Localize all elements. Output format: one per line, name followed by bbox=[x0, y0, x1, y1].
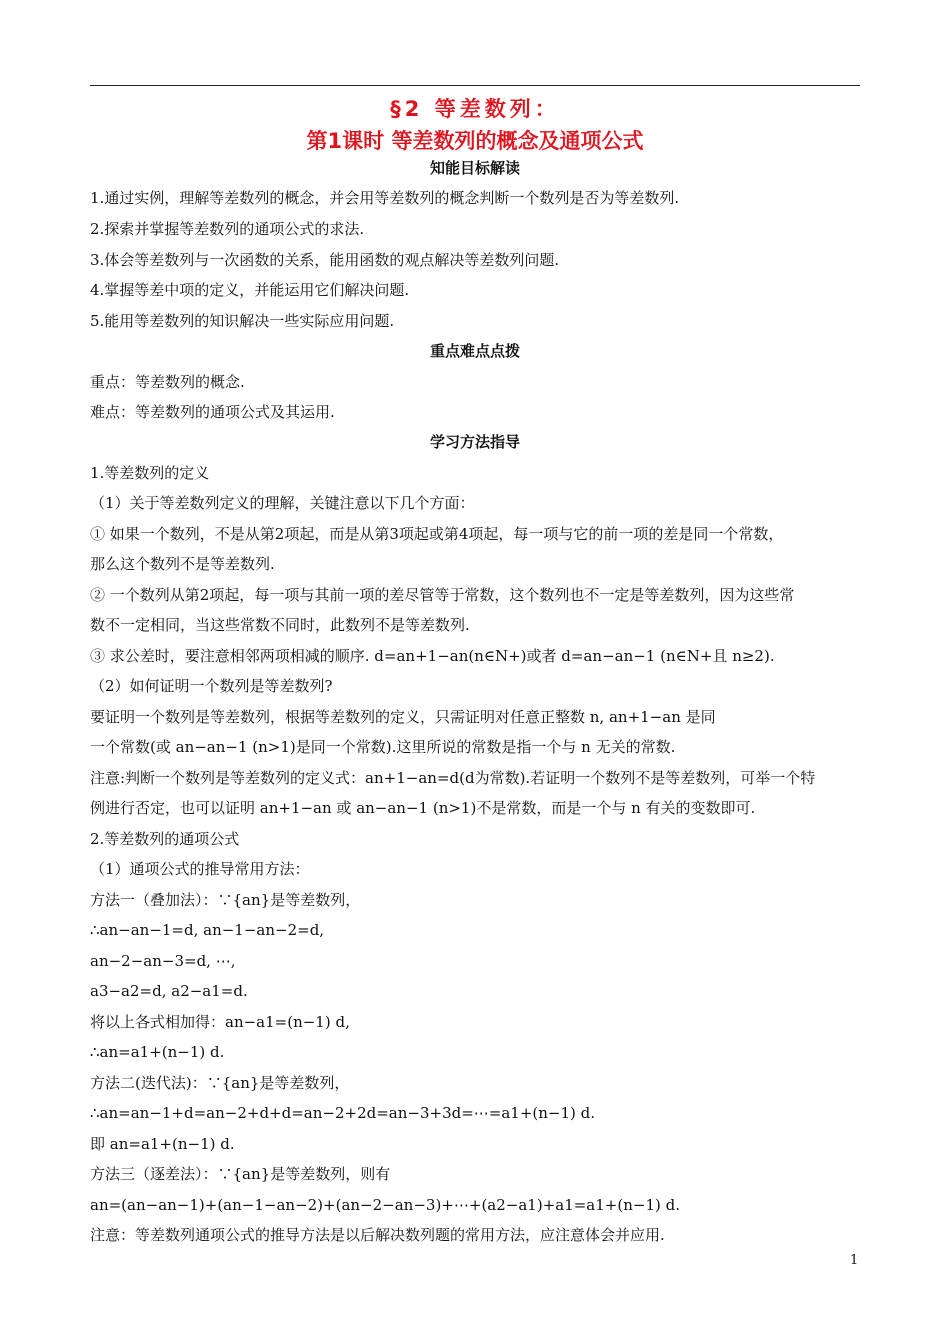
method-line: （1）通项公式的推导常用方法： bbox=[90, 860, 310, 878]
lesson-title: 第1课时 等差数列的概念及通项公式 bbox=[306, 129, 644, 153]
method-line: a3−a2=d, a2−a1=d. bbox=[90, 982, 248, 1000]
method-line: 注意:判断一个数列是等差数列的定义式：an+1−an=d(d为常数).若证明一个数列不是等差数列，可举一个特 bbox=[90, 769, 816, 787]
method-line: ② 一个数列从第2项起，每一项与其前一项的差尽管等于常数，这个数列也不一定是等差数列，因为这些常 bbox=[90, 586, 795, 604]
keypoint-item: 重点：等差数列的概念. bbox=[90, 373, 245, 391]
goal-item: 3.体会等差数列与一次函数的关系，能用函数的观点解决等差数列问题. bbox=[90, 251, 560, 269]
goal-item: 5.能用等差数列的知识解决一些实际应用问题. bbox=[90, 312, 395, 330]
method-line: 2.等差数列的通项公式 bbox=[90, 830, 240, 848]
goals-heading: 知能目标解读 bbox=[429, 159, 520, 177]
method-line: （1）关于等差数列定义的理解，关键注意以下几个方面： bbox=[90, 494, 475, 512]
header-rule bbox=[90, 85, 860, 86]
method-line: ∴an−an−1=d, an−1−an−2=d, bbox=[90, 921, 325, 939]
method-line: 要证明一个数列是等差数列，根据等差数列的定义，只需证明对任意正整数 n, an+1−an 是同 bbox=[90, 708, 716, 726]
page-number: 1 bbox=[850, 1253, 859, 1268]
goal-item: 4.掌握等差中项的定义，并能运用它们解决问题. bbox=[90, 281, 410, 299]
methods-heading: 学习方法指导 bbox=[429, 433, 520, 451]
goal-item: 1.通过实例，理解等差数列的概念，并会用等差数列的概念判断一个数列是否为等差数列. bbox=[90, 189, 680, 207]
method-line: 将以上各式相加得：an−a1=(n−1) d, bbox=[90, 1013, 350, 1031]
method-line: 数不一定相同，当这些常数不同时，此数列不是等差数列. bbox=[90, 616, 470, 634]
method-line: 方法一（叠加法）：∵{an}是等差数列， bbox=[90, 891, 361, 909]
section-title: §2 等差数列： bbox=[390, 97, 560, 121]
method-line: 一个常数(或 an−an−1 (n>1)是同一个常数).这里所说的常数是指一个与 n 无关的常数. bbox=[90, 738, 676, 756]
goal-item: 2.探索并掌握等差数列的通项公式的求法. bbox=[90, 220, 365, 238]
method-line: an=(an−an−1)+(an−1−an−2)+(an−2−an−3)+⋯+(a2−a1)+a1=a1+(n−1) d. bbox=[90, 1196, 680, 1214]
method-line: ① 如果一个数列，不是从第2项起，而是从第3项起或第4项起，每一项与它的前一项的差是同一个常数， bbox=[90, 525, 784, 543]
method-line: ∴an=a1+(n−1) d. bbox=[90, 1043, 225, 1061]
keypoint-item: 难点：等差数列的通项公式及其运用. bbox=[90, 403, 335, 421]
method-line: 例进行否定，也可以证明 an+1−an 或 an−an−1 (n>1)不是常数，而是一个与 n 有关的变数即可. bbox=[90, 799, 756, 817]
method-line: ∴an=an−1+d=an−2+d+d=an−2+2d=an−3+3d=⋯=a1+(n−1) d. bbox=[90, 1104, 596, 1122]
method-line: 即 an=a1+(n−1) d. bbox=[90, 1135, 235, 1153]
method-line: 注意：等差数列通项公式的推导方法是以后解决数列题的常用方法，应注意体会并应用. bbox=[90, 1226, 665, 1244]
method-line: ③ 求公差时，要注意相邻两项相减的顺序. d=an+1−an(n∈N+)或者 d=an−an−1 (n∈N+且 n≥2). bbox=[90, 647, 775, 665]
method-line: 方法二(迭代法)：∵{an}是等差数列， bbox=[90, 1074, 350, 1092]
method-line: 方法三（逐差法）：∵{an}是等差数列，则有 bbox=[90, 1165, 391, 1183]
method-line: 1.等差数列的定义 bbox=[90, 464, 210, 482]
method-line: 那么这个数列不是等差数列. bbox=[90, 555, 275, 573]
keypoints-heading: 重点难点点拨 bbox=[429, 342, 520, 360]
method-line: （2）如何证明一个数列是等差数列? bbox=[90, 677, 333, 695]
method-line: an−2−an−3=d, ⋯, bbox=[90, 952, 236, 970]
